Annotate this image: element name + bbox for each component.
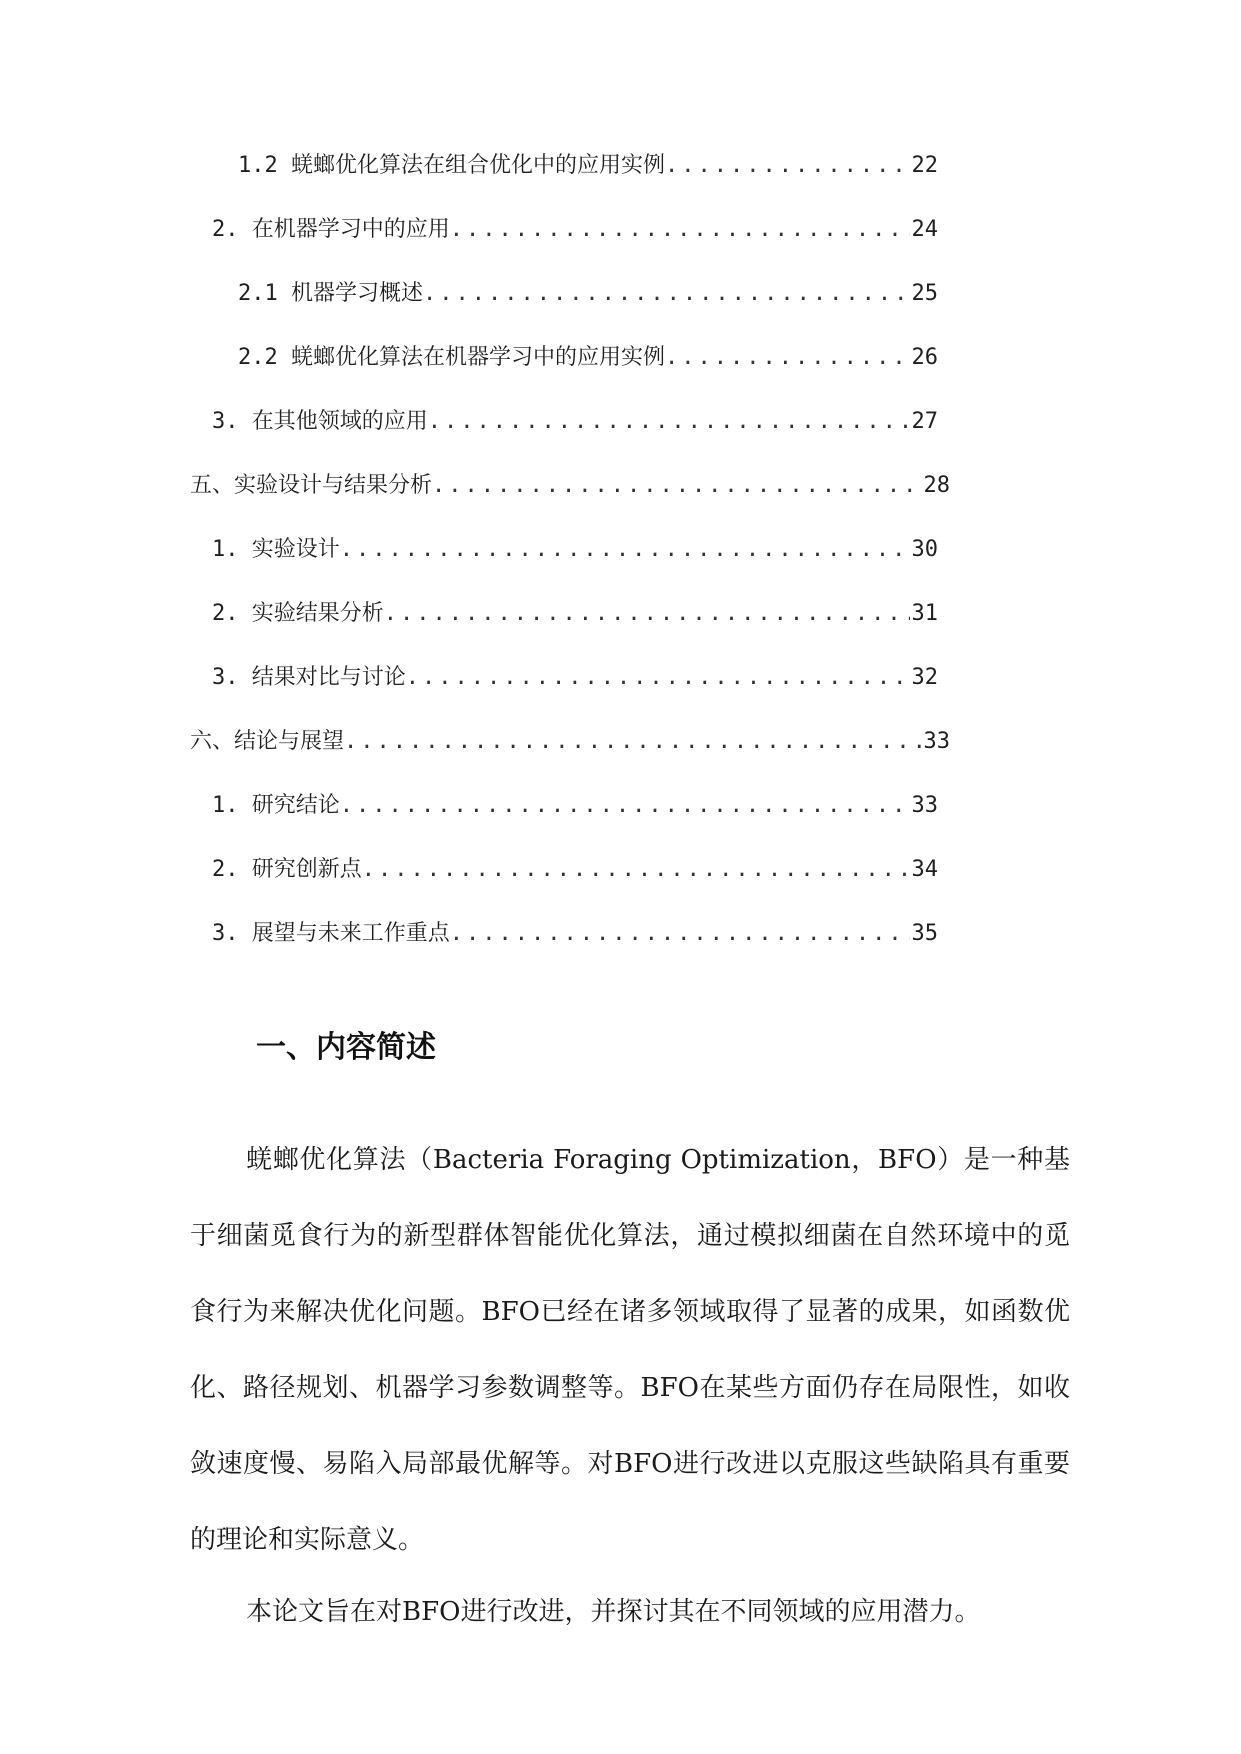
toc-entry-page: 27 (911, 409, 938, 434)
body-paragraph: 本论文旨在对BFO进行改进，并探讨其在不同领域的应用潜力。 (246, 1597, 981, 1627)
toc-entry[interactable] (212, 914, 938, 954)
toc-entry-label: 六、结论与展望 (190, 729, 345, 754)
toc-leader-dots (450, 210, 910, 250)
toc-entry-page: 28 (923, 473, 950, 498)
toc-leader-dots (428, 402, 910, 442)
toc-entry[interactable] (212, 786, 938, 826)
toc-entry-label: 3. 在其他领域的应用 (212, 409, 428, 434)
toc-leader-dots (665, 146, 910, 186)
toc-entry[interactable] (212, 850, 938, 890)
toc-entry[interactable] (212, 594, 938, 634)
toc-entry-label: 2. 在机器学习中的应用 (212, 217, 450, 242)
toc-entry-page: 31 (911, 601, 938, 626)
toc-entry-page: 35 (911, 921, 938, 946)
toc-entry-label: 2.2 蜣螂优化算法在机器学习中的应用实例 (238, 345, 665, 370)
toc-entry-label: 2. 实验结果分析 (212, 601, 384, 626)
toc-entry-page: 25 (911, 281, 938, 306)
toc-entry-page: 24 (911, 217, 938, 242)
toc-entry-page: 33 (923, 729, 950, 754)
toc-leader-dots (340, 786, 910, 826)
toc-leader-dots (384, 594, 910, 634)
toc-entry-label: 1. 研究结论 (212, 793, 340, 818)
toc-entry-label: 2. 研究创新点 (212, 857, 362, 882)
toc-entry-page: 32 (911, 665, 938, 690)
toc-entry[interactable] (190, 466, 950, 506)
toc-leader-dots (406, 658, 910, 698)
toc-entry-label: 2.1 机器学习概述 (238, 281, 423, 306)
toc-leader-dots (340, 530, 910, 570)
toc-entry[interactable] (190, 722, 950, 762)
toc-entry[interactable] (238, 274, 938, 314)
toc-leader-dots (362, 850, 910, 890)
toc-entry[interactable] (238, 146, 938, 186)
toc-entry-label: 1.2 蜣螂优化算法在组合优化中的应用实例 (238, 153, 665, 178)
toc-leader-dots (344, 722, 921, 762)
toc-entry-page: 30 (911, 537, 938, 562)
toc-entry[interactable] (212, 530, 938, 570)
toc-entry-label: 3. 结果对比与讨论 (212, 665, 406, 690)
toc-entry-label: 1. 实验设计 (212, 537, 340, 562)
toc-leader-dots (423, 274, 910, 314)
toc-entry[interactable] (238, 338, 938, 378)
toc-entry-page: 26 (911, 345, 938, 370)
toc-entry-label: 3. 展望与未来工作重点 (212, 921, 450, 946)
toc-leader-dots (432, 466, 921, 506)
section-heading: 一、内容简述 (256, 1030, 436, 1065)
toc-leader-dots (665, 338, 910, 378)
toc-entry-page: 34 (911, 857, 938, 882)
toc-entry-page: 33 (911, 793, 938, 818)
toc-leader-dots (450, 914, 910, 954)
toc-entry[interactable] (212, 658, 938, 698)
toc-entry-label: 五、实验设计与结果分析 (190, 473, 433, 498)
toc-entry[interactable] (212, 210, 938, 250)
toc-entry[interactable] (212, 402, 938, 442)
body-paragraph: 蜣螂优化算法（Bacteria Foraging Optimization，BFO）是一种基于细菌觅食行为的新型群体智能优化算法，通过模拟细菌在自然环境中的觅食行为来解决优化问题。BFO已经在诸多领域取得了显著的成果，如函数优化、路径规划、机器学习参数调整等。BFO在某些方面仍存在局限性，如收敛速度慢、易陷入局部最优解等。对BFO进行改进以克服这些缺陷具有重要的理论和实际意义。 (190, 1145, 1070, 1555)
toc-entry-page: 22 (911, 153, 938, 178)
